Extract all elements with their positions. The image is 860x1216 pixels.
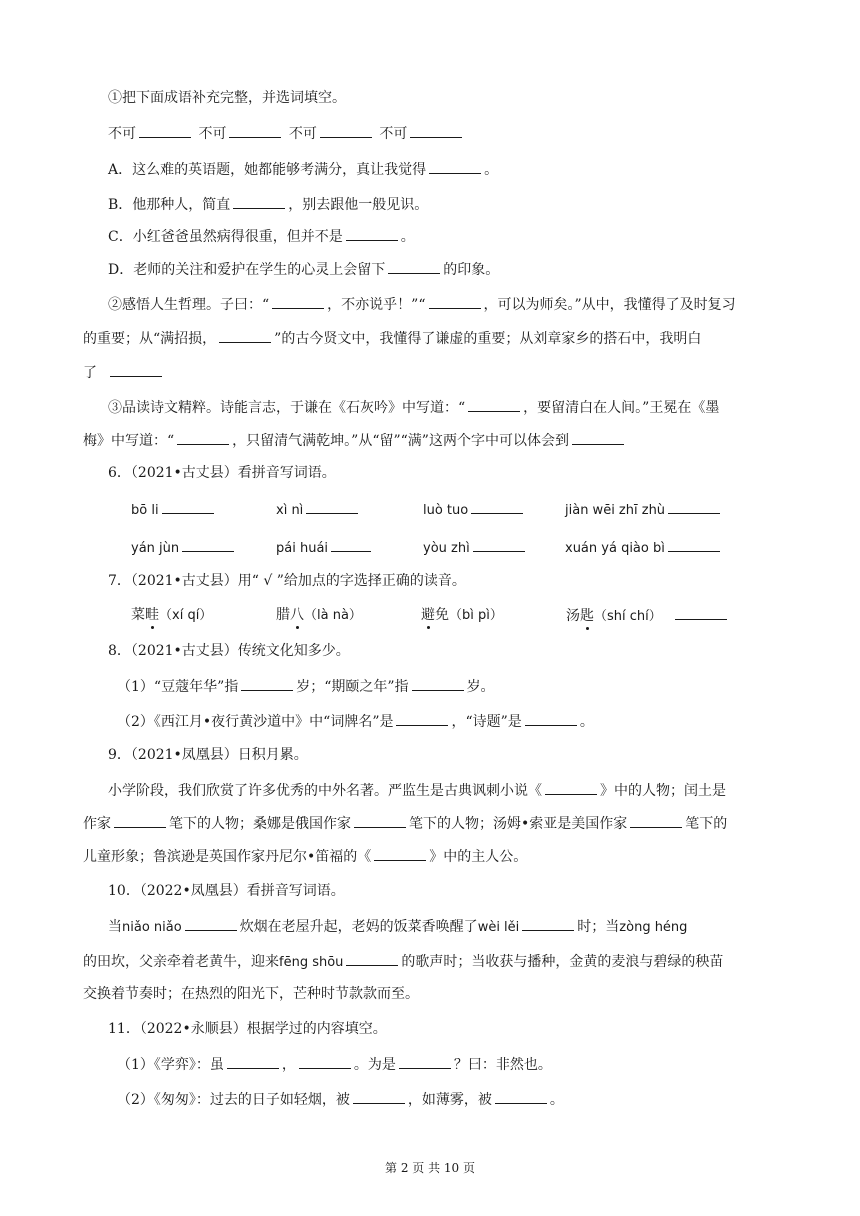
blank[interactable]	[346, 951, 398, 966]
blank[interactable]	[227, 1054, 279, 1069]
q6-pinyin-4: jiàn wēi zhī zhù	[565, 499, 723, 521]
q6-title: 6．（2021•古丈县）看拼音写词语。	[108, 465, 336, 481]
q6-pinyin-8: xuán yá qiào bì	[565, 537, 723, 559]
q9-line-3: 儿童形象；鲁滨逊是英国作家丹尼尔•笛福的《 》中的主人公。	[83, 846, 527, 867]
q6-pinyin-1: bō li	[131, 499, 217, 521]
blank[interactable]	[468, 397, 520, 412]
q7-title: 7．（2021•古丈县）用“ √ ”给加点的字选择正确的读音。	[108, 573, 466, 589]
q11-line-1: （1）《学弈》：虽 ， 。为是 ？曰：非然也。	[117, 1054, 552, 1075]
q8-title: 8．（2021•古丈县）传统文化知多少。	[108, 643, 350, 659]
blank[interactable]	[668, 537, 720, 552]
blank[interactable]	[139, 123, 191, 138]
q5-option-a: A．这么难的英语题，她都能够考满分，真让我觉得 。	[108, 159, 498, 180]
q7-item-3: 避免（bì pì）	[421, 607, 503, 623]
q6-pinyin-6: pái huái	[276, 537, 374, 559]
blank[interactable]	[272, 294, 324, 309]
q5-part2-line2: 的重要；从“满招损， ”的古今贤文中，我懂得了谦虚的重要；从刘章家乡的搭石中，我明白	[83, 328, 701, 349]
q11-title: 11．（2022•永顺县）根据学过的内容填空。	[108, 1021, 387, 1037]
blank[interactable]	[182, 537, 234, 552]
blank[interactable]	[399, 1054, 451, 1069]
q5-option-b: B．他那种人，简直 ，别去跟他一般见识。	[108, 194, 428, 215]
q7-item-1: 菜畦（xí qí）	[131, 607, 213, 623]
q6-pinyin-2: xì nì	[276, 499, 361, 521]
blank[interactable]	[429, 159, 481, 174]
blank[interactable]	[306, 499, 358, 514]
blank[interactable]	[630, 813, 682, 828]
blank[interactable]	[354, 813, 406, 828]
blank[interactable]	[412, 676, 464, 691]
q5-part3-line1: ③品读诗文精粹。诗能言志，于谦在《石灰吟》中写道：“ ，要留清白在人间。”王冕在《墨	[108, 397, 719, 418]
blank[interactable]	[219, 328, 271, 343]
page-number: 第 2 页 共 10 页	[385, 1161, 475, 1175]
q9-line-1: 小学阶段，我们欣赏了许多优秀的中外名著。严监生是古典讽刺小说《 》中的人物；闰土是	[108, 780, 726, 801]
q6-pinyin-3: luò tuo	[423, 499, 526, 521]
blank[interactable]	[331, 537, 371, 552]
q9-line-2: 作家 笔下的人物；桑娜是俄国作家 笔下的人物；汤姆•索亚是美国作家 笔下的	[83, 813, 727, 834]
q10-line-2: 的田坎，父亲牵着老黄牛，迎来fēng shōu 的歌声时；当收获与播种，金黄的麦浪与碧绿的秧苗	[83, 951, 723, 973]
q5-part2-line1: ②感悟人生哲理。子曰：“ ，不亦说乎！”“ ，可以为师矣。”从中，我懂得了及时复习	[108, 294, 736, 315]
q5-option-d: D．老师的关注和爱护在学生的心灵上会留下 的印象。	[108, 259, 499, 280]
q7-item-2: 腊八（là nà）	[276, 607, 362, 623]
blank[interactable]	[525, 711, 577, 726]
blank[interactable]	[346, 226, 398, 241]
blank[interactable]	[675, 605, 727, 620]
blank[interactable]	[177, 430, 229, 445]
blank[interactable]	[572, 430, 624, 445]
blank[interactable]	[396, 711, 448, 726]
blank[interactable]	[668, 499, 720, 514]
q6-pinyin-5: yán jùn	[131, 537, 237, 559]
blank[interactable]	[545, 780, 597, 795]
blank[interactable]	[353, 1089, 405, 1104]
q10-line-1: 当niǎo niǎo 炊烟在老屋升起，老妈的饭菜香唤醒了wèi lěi 时；当zòng héng	[108, 916, 687, 938]
q5-idiom-row: 不可 不可 不可 不可	[108, 123, 465, 144]
blank[interactable]	[229, 123, 281, 138]
q5-option-c: C．小红爸爸虽然病得很重，但并不是 。	[108, 226, 415, 247]
blank[interactable]	[374, 846, 426, 861]
q8-line-1: （1）“豆蔻年华”指 岁；“期颐之年”指 岁。	[117, 676, 495, 697]
blank[interactable]	[162, 499, 214, 514]
q9-title: 9．（2021•凤凰县）日积月累。	[108, 747, 308, 763]
q10-line-3: 交换着节奏时；在热烈的阳光下，芒种时节款款而至。	[83, 986, 419, 1002]
blank[interactable]	[185, 916, 237, 931]
q11-line-2: （2）《匆匆》：过去的日子如轻烟，被 ，如薄雾，被 。	[117, 1089, 564, 1110]
q5-part1-intro: ①把下面成语补充完整，并选词填空。	[108, 90, 346, 106]
blank[interactable]	[241, 676, 293, 691]
blank[interactable]	[429, 294, 481, 309]
blank[interactable]	[233, 194, 285, 209]
blank[interactable]	[473, 537, 525, 552]
blank[interactable]	[114, 813, 166, 828]
blank[interactable]	[522, 916, 574, 931]
blank[interactable]	[471, 499, 523, 514]
q6-pinyin-7: yòu zhì	[423, 537, 528, 559]
q5-part2-line3: 了	[83, 362, 165, 383]
q7-item-4: 汤匙（shí chí）	[566, 605, 730, 627]
q8-line-2: （2）《西江月•夜行黄沙道中》中“词牌名”是 ，“诗题”是 。	[117, 711, 594, 732]
blank[interactable]	[320, 123, 372, 138]
blank[interactable]	[299, 1054, 351, 1069]
q10-title: 10．（2022•凤凰县）看拼音写词语。	[108, 883, 345, 899]
blank[interactable]	[110, 362, 162, 377]
q5-part3-line2: 梅》中写道：“ ，只留清气满乾坤。”从“留”“满”这两个字中可以体会到	[83, 430, 627, 451]
blank[interactable]	[410, 123, 462, 138]
blank[interactable]	[388, 259, 440, 274]
blank[interactable]	[495, 1089, 547, 1104]
